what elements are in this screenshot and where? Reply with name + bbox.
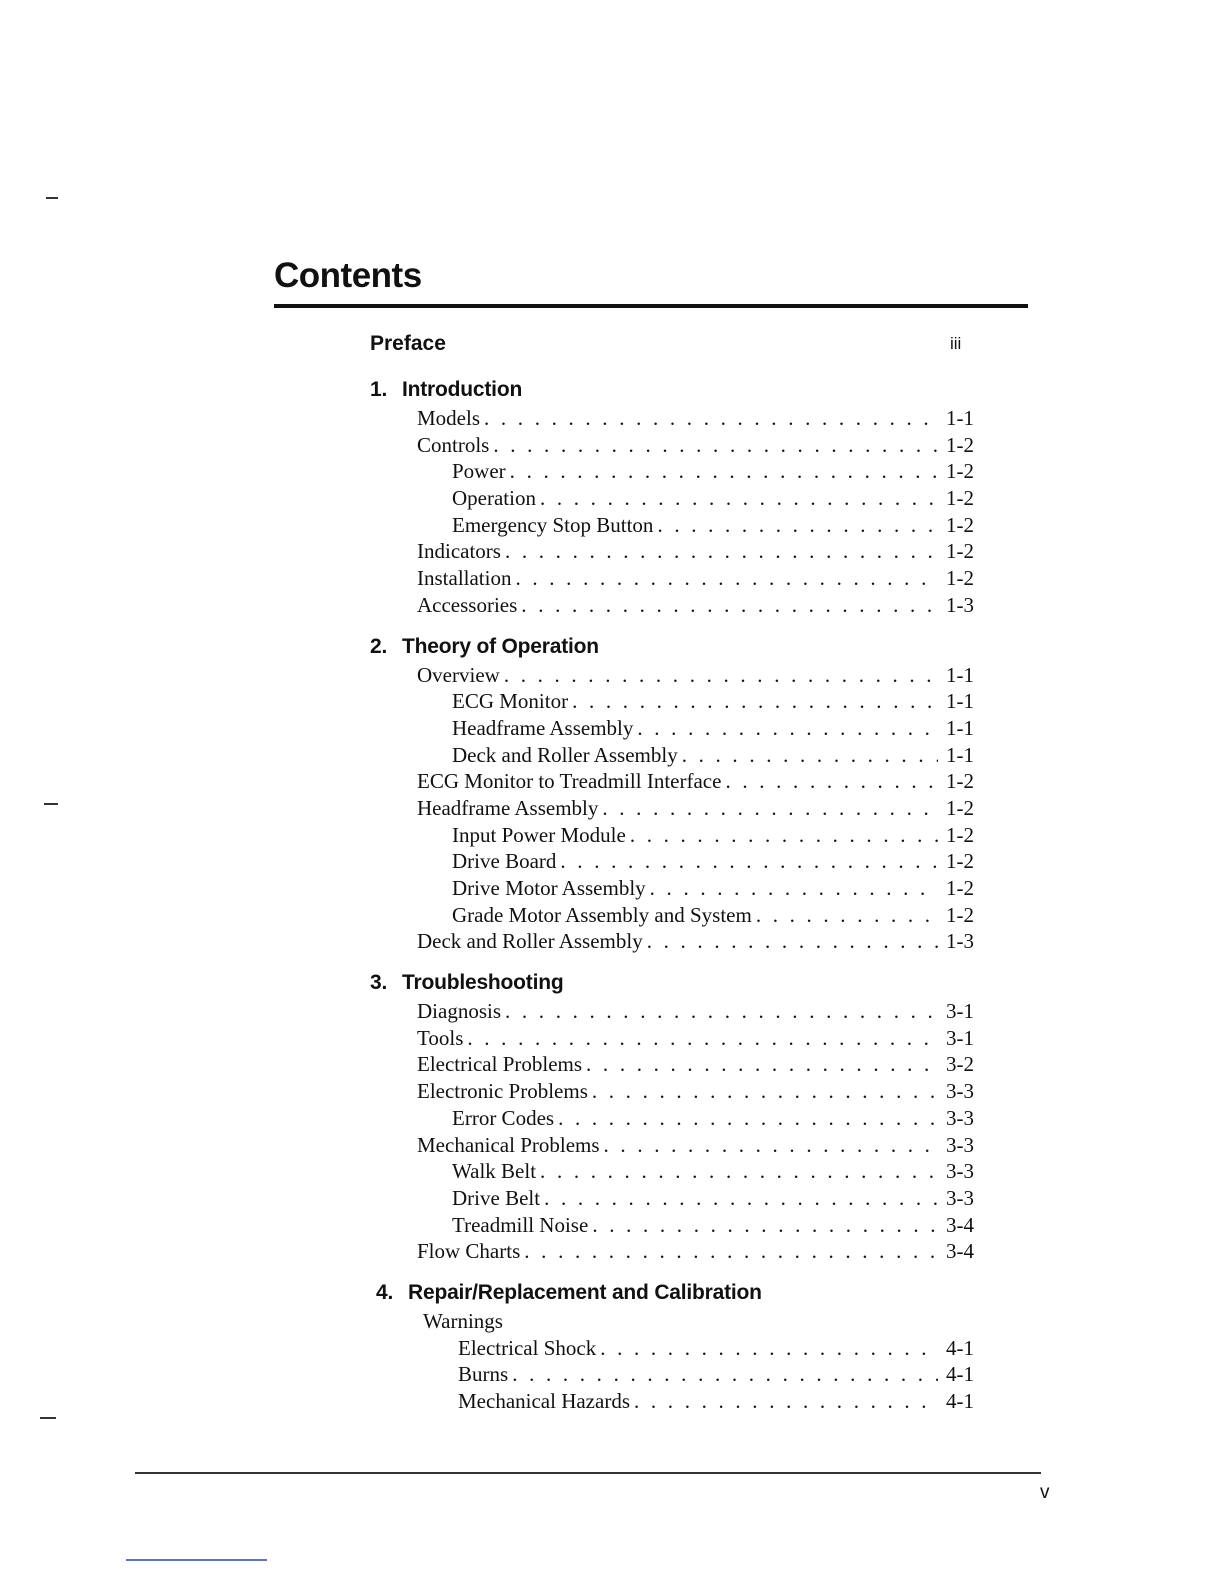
dot-leader [489, 432, 938, 459]
toc-entry[interactable] [370, 902, 974, 929]
entry-label: Electronic Problems [417, 1079, 588, 1104]
toc-entry[interactable] [370, 848, 974, 875]
entry-label: Error Codes [452, 1105, 555, 1130]
chapter-title: Troubleshooting [402, 971, 564, 995]
entry-page-number: 1-3 [946, 592, 974, 617]
table-of-contents [370, 326, 974, 1415]
entry-page-number: 4-1 [946, 1362, 974, 1387]
toc-entry[interactable] [370, 822, 974, 849]
entry-page-number: 4-1 [946, 1389, 974, 1413]
entry-label: Grade Motor Assembly and System [452, 902, 752, 927]
entry-label: Indicators [417, 539, 501, 564]
entry-label: Electrical Problems [417, 1052, 583, 1077]
entry-page-number: 1-2 [946, 769, 974, 794]
toc-entry[interactable] [370, 1238, 974, 1265]
chapter-heading[interactable] [370, 632, 974, 662]
entry-page-number: 1-2 [946, 849, 974, 874]
toc-entry[interactable] [376, 1361, 974, 1388]
entry-label: Drive Belt [452, 1185, 541, 1210]
entry-page-number: 3-3 [946, 1105, 974, 1130]
entry-label: Deck and Roller Assembly [452, 742, 678, 767]
dot-leader [556, 848, 938, 875]
entry-page-number: 1-2 [946, 459, 974, 484]
entry-page-number: 3-4 [946, 1239, 974, 1264]
toc-preface[interactable] [370, 326, 974, 362]
entry-page-number: 3-1 [946, 999, 974, 1024]
entry-label: Headframe Assembly [417, 795, 599, 820]
dot-leader [500, 662, 938, 689]
blue-underline [126, 1559, 267, 1561]
entry-label: ECG Monitor [452, 689, 569, 714]
toc-entry[interactable] [370, 1158, 974, 1185]
dot-leader [600, 1132, 938, 1159]
toc-entry[interactable] [370, 768, 974, 795]
toc-entry[interactable] [370, 715, 974, 742]
chapter-number: 2. [370, 634, 388, 658]
dot-leader [653, 512, 938, 539]
dot-leader [463, 1025, 938, 1052]
toc-entry[interactable] [376, 1388, 974, 1415]
dot-leader [588, 1212, 938, 1239]
toc-chapters [370, 375, 974, 1415]
margin-mark [44, 803, 58, 805]
toc-entry[interactable] [370, 432, 974, 459]
chapter-heading[interactable] [370, 968, 974, 998]
entry-label: Input Power Module [452, 822, 626, 847]
entry-page-number: 4-1 [946, 1335, 974, 1360]
margin-mark [46, 197, 58, 199]
toc-entry[interactable] [370, 1078, 974, 1105]
entry-label: Drive Motor Assembly [452, 876, 646, 900]
toc-entry[interactable] [370, 1025, 974, 1052]
entry-label: Models [417, 406, 480, 430]
dot-leader [501, 538, 938, 565]
toc-entry[interactable] [370, 1185, 974, 1212]
entry-page-number: 1-2 [946, 539, 974, 564]
entry-page-number: 1-2 [946, 822, 974, 847]
dot-leader [508, 1361, 938, 1388]
entry-label: Electrical Shock [458, 1335, 597, 1360]
entry-page-number: 3-3 [946, 1132, 974, 1157]
dot-leader [536, 485, 938, 512]
entry-label: Treadmill Noise [452, 1212, 589, 1237]
toc-entry[interactable] [370, 458, 974, 485]
entry-page-number: 1-2 [946, 876, 974, 900]
toc-entry[interactable] [370, 485, 974, 512]
toc-entry[interactable] [370, 1132, 974, 1159]
entry-page-number: 1-1 [946, 742, 974, 767]
entry-label: Flow Charts [417, 1239, 521, 1264]
entry-label: Deck and Roller Assembly [417, 929, 643, 954]
dot-leader [630, 1388, 938, 1415]
toc-entry[interactable] [370, 538, 974, 565]
toc-entry[interactable] [370, 1051, 974, 1078]
chapter-heading[interactable] [376, 1278, 974, 1308]
dot-leader [721, 768, 938, 795]
toc-entry[interactable] [370, 875, 974, 902]
dot-leader [536, 1158, 938, 1185]
toc-entry[interactable] [370, 1105, 974, 1132]
entry-label: Mechanical Problems [417, 1132, 600, 1157]
dot-leader [678, 742, 938, 769]
dot-leader [480, 405, 938, 432]
chapter-title: Theory of Operation [402, 634, 599, 658]
margin-mark [40, 1417, 56, 1419]
entry-label: Mechanical Hazards [458, 1389, 630, 1413]
entry-page-number: 1-2 [946, 902, 974, 927]
dot-leader [626, 822, 938, 849]
toc-entry[interactable] [370, 742, 974, 769]
entry-label: Power [452, 459, 506, 484]
dot-leader [517, 592, 938, 619]
page-number: v [1040, 1482, 1050, 1503]
dot-leader [582, 1051, 938, 1078]
toc-entry[interactable] [370, 565, 974, 592]
toc-entry[interactable] [370, 795, 974, 822]
entry-page-number: 1-1 [946, 689, 974, 714]
toc-chapter [370, 1278, 974, 1415]
toc-entry[interactable] [370, 928, 974, 955]
entry-label: Warnings [423, 1308, 503, 1333]
toc-entry[interactable] [370, 512, 974, 539]
entry-label: Headframe Assembly [452, 715, 634, 740]
entry-label: Operation [452, 486, 536, 511]
entry-label: ECG Monitor to Treadmill Interface [417, 769, 722, 794]
entry-page-number: 1-1 [946, 715, 974, 740]
toc-entry[interactable] [376, 1335, 974, 1362]
entry-page-number: 3-1 [946, 1025, 974, 1050]
entry-label: Emergency Stop Button [452, 512, 654, 537]
chapter-number: 1. [370, 378, 388, 401]
dot-leader [540, 1185, 938, 1212]
chapter-number: 4. [376, 1280, 394, 1304]
entry-page-number: 1-1 [946, 406, 974, 430]
dot-leader [633, 715, 938, 742]
toc-entry[interactable] [370, 1212, 974, 1239]
dot-leader [646, 875, 938, 902]
toc-entry[interactable] [370, 662, 974, 689]
entry-label: Overview [417, 662, 500, 687]
chapter-heading[interactable] [370, 375, 974, 405]
dot-leader [511, 565, 938, 592]
entry-page-number: 1-2 [946, 486, 974, 511]
toc-entry[interactable] [370, 592, 974, 619]
toc-chapter [370, 968, 974, 1265]
entry-label: Burns [458, 1362, 509, 1387]
entry-page-number: 1-2 [946, 795, 974, 820]
entry-page-number: 3-4 [946, 1212, 974, 1237]
dot-leader [596, 1335, 938, 1362]
preface-page-number: iii [950, 334, 962, 353]
chapter-title: Introduction [402, 378, 523, 401]
entry-page-number: 1-2 [946, 512, 974, 537]
entry-page-number: 3-2 [946, 1052, 974, 1077]
entry-label: Walk Belt [452, 1159, 537, 1184]
entry-label: Accessories [417, 592, 518, 617]
preface-label: Preface [370, 332, 446, 355]
entry-page-number: 1-3 [946, 929, 974, 954]
entry-label: Tools [417, 1025, 464, 1050]
entry-page-number: 1-1 [946, 662, 974, 687]
dot-leader [752, 902, 938, 929]
toc-entry[interactable] [370, 688, 974, 715]
entry-label: Installation [417, 566, 512, 591]
entry-page-number: 3-3 [946, 1079, 974, 1104]
title-rule [274, 304, 1028, 308]
page-title: Contents [274, 256, 422, 295]
toc-entry[interactable] [370, 405, 974, 432]
dot-leader [506, 458, 938, 485]
entry-label: Drive Board [452, 849, 557, 874]
dot-leader [598, 795, 938, 822]
entry-page-number: 3-3 [946, 1185, 974, 1210]
dot-leader [554, 1105, 938, 1132]
entry-page-number: 1-2 [946, 566, 974, 591]
toc-chapter [370, 632, 974, 956]
dot-leader [643, 928, 938, 955]
entry-label: Diagnosis [417, 999, 501, 1024]
dot-leader [520, 1238, 938, 1265]
toc-entry[interactable] [370, 998, 974, 1025]
dot-leader [588, 1078, 938, 1105]
toc-chapter [370, 375, 974, 619]
dot-leader [501, 998, 938, 1025]
entry-page-number: 3-3 [946, 1159, 974, 1184]
chapter-title: Repair/Replacement and Calibration [408, 1280, 762, 1304]
entry-page-number: 1-2 [946, 432, 974, 457]
dot-leader [568, 688, 938, 715]
entry-label: Controls [417, 432, 490, 457]
toc-entry[interactable] [376, 1308, 974, 1335]
footer-rule [135, 1472, 1041, 1474]
chapter-number: 3. [370, 971, 388, 995]
